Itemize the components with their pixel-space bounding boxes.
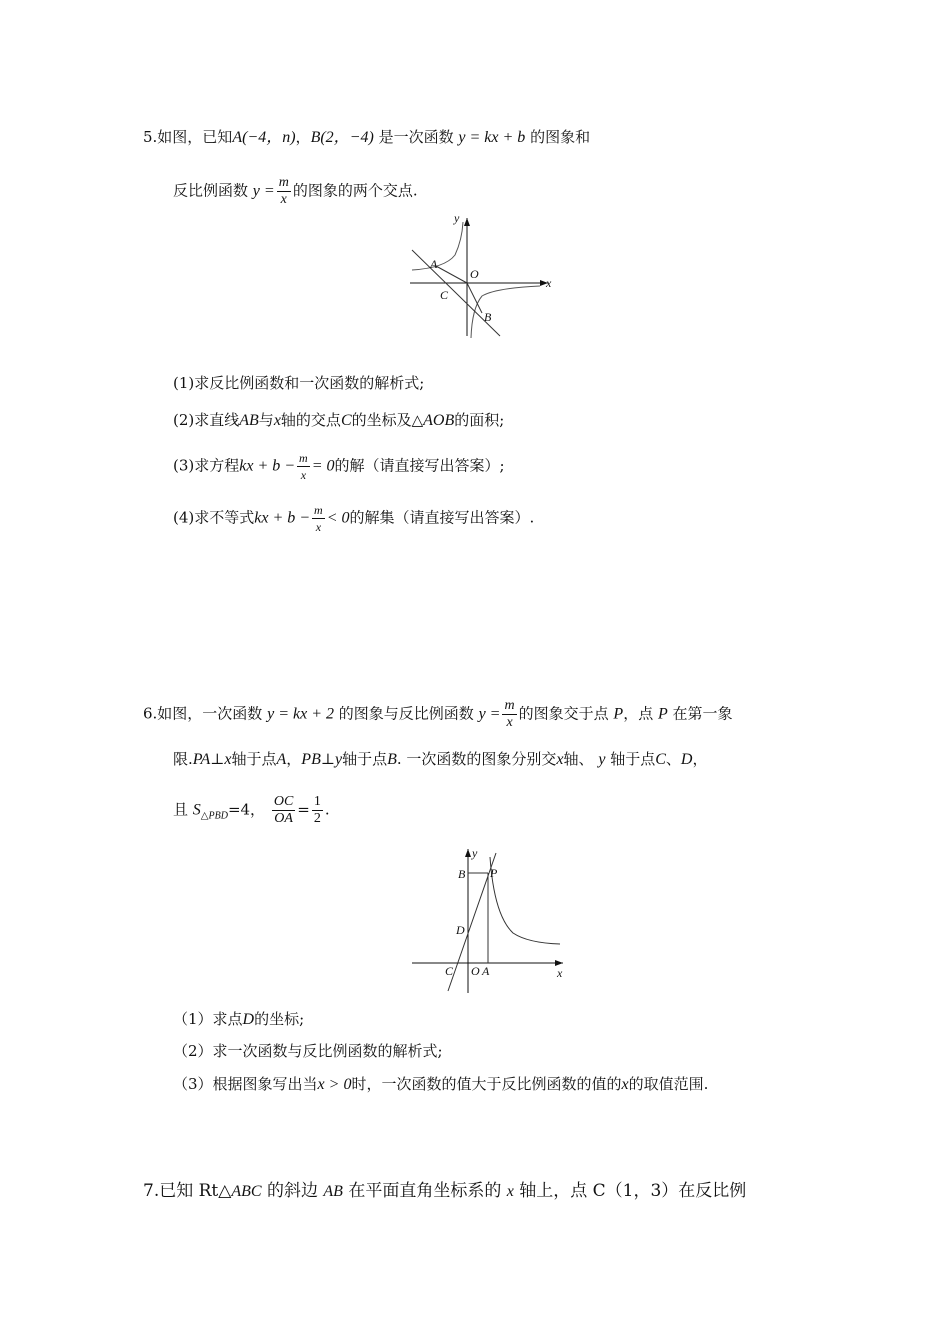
t: = (297, 800, 310, 819)
p2-d: 的面积; (454, 411, 505, 429)
label-A: A (482, 964, 490, 978)
t: ， (286, 750, 302, 768)
relation: < 0 (326, 509, 350, 527)
p2-a: 与 (258, 411, 274, 429)
point-B: B(2，−4) (310, 129, 374, 146)
q5-part-4 (173, 502, 534, 535)
t: ， (692, 750, 708, 768)
fraction-m-over-x (277, 175, 291, 208)
perp: ⊥ (210, 750, 225, 768)
denominator: x (315, 520, 322, 534)
q6-part-2: （2）求一次函数与反比例函数的解析式; (173, 1042, 443, 1060)
q6-tail: 的图象交于点 (518, 704, 609, 723)
label-B: B (484, 310, 492, 324)
label-C: C (445, 964, 454, 978)
y-axis-arrow (465, 849, 471, 857)
q5-line2-tail: 的图象的两个交点. (292, 181, 418, 200)
t: . (324, 800, 330, 819)
AOB: AOB (423, 412, 455, 429)
t: （1）求点 (173, 1010, 243, 1028)
label-O: O (470, 267, 479, 281)
x: x (224, 751, 232, 768)
P: P (613, 705, 624, 723)
label-D: D (456, 923, 465, 937)
x: x (621, 1076, 629, 1093)
q6-lead: 6.如图，一次函数 (143, 704, 263, 723)
t: 轴上，点 C（1，3）在反比例 (519, 1181, 747, 1201)
D: D (680, 751, 693, 768)
q5-figure (400, 210, 560, 340)
subscript: △PBD (200, 810, 228, 822)
C: C (655, 751, 666, 768)
q5-part-3 (173, 450, 505, 483)
p4-lead: (4)求不等式 (173, 508, 255, 527)
p3-lead: (3)求方程 (173, 456, 240, 475)
label-A: A (430, 257, 438, 271)
q5-part-1: (1)求反比例函数和一次函数的解析式; (173, 374, 425, 392)
fraction-OC-OA (272, 794, 295, 827)
t: 轴于点 (231, 750, 277, 768)
t: 且 (173, 800, 189, 819)
label-x: x (557, 966, 563, 980)
S: S (192, 801, 201, 819)
hyperbola-branch-left (412, 222, 463, 270)
q5-line-2 (173, 175, 418, 208)
numerator: 1 (313, 794, 321, 809)
PB: PB (301, 751, 321, 768)
q5-lead: 5.如图，已知 (143, 128, 233, 146)
point-A: A(−4，n) (232, 129, 296, 146)
t: 在平面直角坐标系的 (348, 1181, 502, 1201)
t: 轴于点 (342, 750, 388, 768)
q6-line-2 (173, 749, 707, 770)
q6-figure (408, 845, 573, 995)
q7-line-1 (143, 1181, 746, 1202)
t: 的斜边 (266, 1181, 318, 1201)
B: B (387, 751, 397, 768)
p2-lead: (2)求直线 (173, 411, 240, 429)
denominator: OA (274, 811, 293, 826)
label-B: B (458, 867, 466, 881)
fraction (312, 502, 325, 535)
P: P (657, 705, 668, 723)
q5-mid: 是一次函数 (378, 128, 454, 146)
t: （3）根据图象写出当 (173, 1075, 318, 1093)
q5-part-2 (173, 410, 504, 431)
expression: kx + b − (254, 509, 311, 527)
sep: ， (295, 128, 311, 146)
D: D (242, 1011, 255, 1028)
q6-line-1 (143, 698, 733, 731)
fraction-one-half (312, 794, 323, 827)
q6-line-3 (173, 794, 330, 827)
q6-part-3 (173, 1074, 708, 1095)
label-y: y (454, 211, 460, 225)
segment-OA (436, 266, 467, 283)
q5-line-1 (143, 127, 590, 148)
t: 时，一次函数的值大于反比例函数的值的 (351, 1075, 622, 1093)
q5-line2-lead: 反比例函数 (173, 181, 249, 200)
AB: AB (239, 412, 259, 429)
t: 、 (665, 750, 681, 768)
ABC: ABC (231, 1183, 262, 1200)
linear-function: y = kx + 2 (267, 705, 334, 723)
perp: ⊥ (320, 750, 335, 768)
y-axis-arrow (464, 218, 470, 226)
AB: AB (323, 1183, 343, 1200)
t: 限. (173, 750, 193, 768)
x: x (506, 1183, 514, 1200)
denominator: x (506, 715, 513, 730)
sep: ，点 (623, 704, 654, 723)
segment-OB (467, 283, 482, 313)
label-P: P (490, 866, 498, 880)
q6-mid: 的图象与反比例函数 (338, 704, 474, 723)
y: y (598, 751, 606, 768)
denominator: x (280, 192, 287, 207)
numerator: m (314, 503, 323, 517)
fraction-m-over-x (502, 698, 516, 731)
y-equals: y = (252, 182, 275, 200)
p2-b: 轴的交点 (280, 411, 341, 429)
numerator: OC (273, 794, 294, 809)
relation: = 0 (311, 457, 335, 475)
label-y: y (472, 846, 478, 860)
denominator: x (300, 468, 307, 482)
denominator: 2 (313, 811, 321, 826)
numerator: m (299, 451, 308, 465)
t: . 一次函数的图象分别交 (396, 750, 557, 768)
p4-tail: 的解集（请直接写出答案）. (349, 508, 535, 527)
p3-tail: 的解（请直接写出答案）; (334, 456, 505, 475)
t: 的坐标; (254, 1010, 305, 1028)
x: x (273, 412, 281, 429)
expression: kx + b − (239, 457, 296, 475)
p2-c: 的坐标及△ (351, 411, 424, 429)
numerator: m (278, 175, 289, 190)
fraction (297, 450, 310, 483)
t: =4， (227, 800, 266, 819)
y: y (334, 751, 343, 768)
label-C: C (440, 288, 449, 302)
y-equals: y = (478, 705, 501, 723)
PA: PA (192, 751, 211, 768)
hyperbola (490, 857, 560, 944)
q5-tail: 的图象和 (530, 128, 591, 146)
t: 7.已知 Rt△ (143, 1181, 232, 1201)
t: 的取值范围. (628, 1075, 709, 1093)
t: 轴于点 (610, 750, 656, 768)
condition: x > 0 (317, 1076, 352, 1093)
linear-function: y = kx + b (458, 129, 526, 146)
A: A (276, 751, 287, 768)
t: 轴、 (563, 750, 594, 768)
numerator: m (504, 698, 515, 713)
label-x: x (546, 276, 552, 290)
q6-end: 在第一象 (672, 704, 733, 723)
label-O: O (471, 964, 480, 978)
q6-part-1 (173, 1009, 304, 1030)
x: x (556, 751, 564, 768)
C: C (340, 412, 352, 429)
